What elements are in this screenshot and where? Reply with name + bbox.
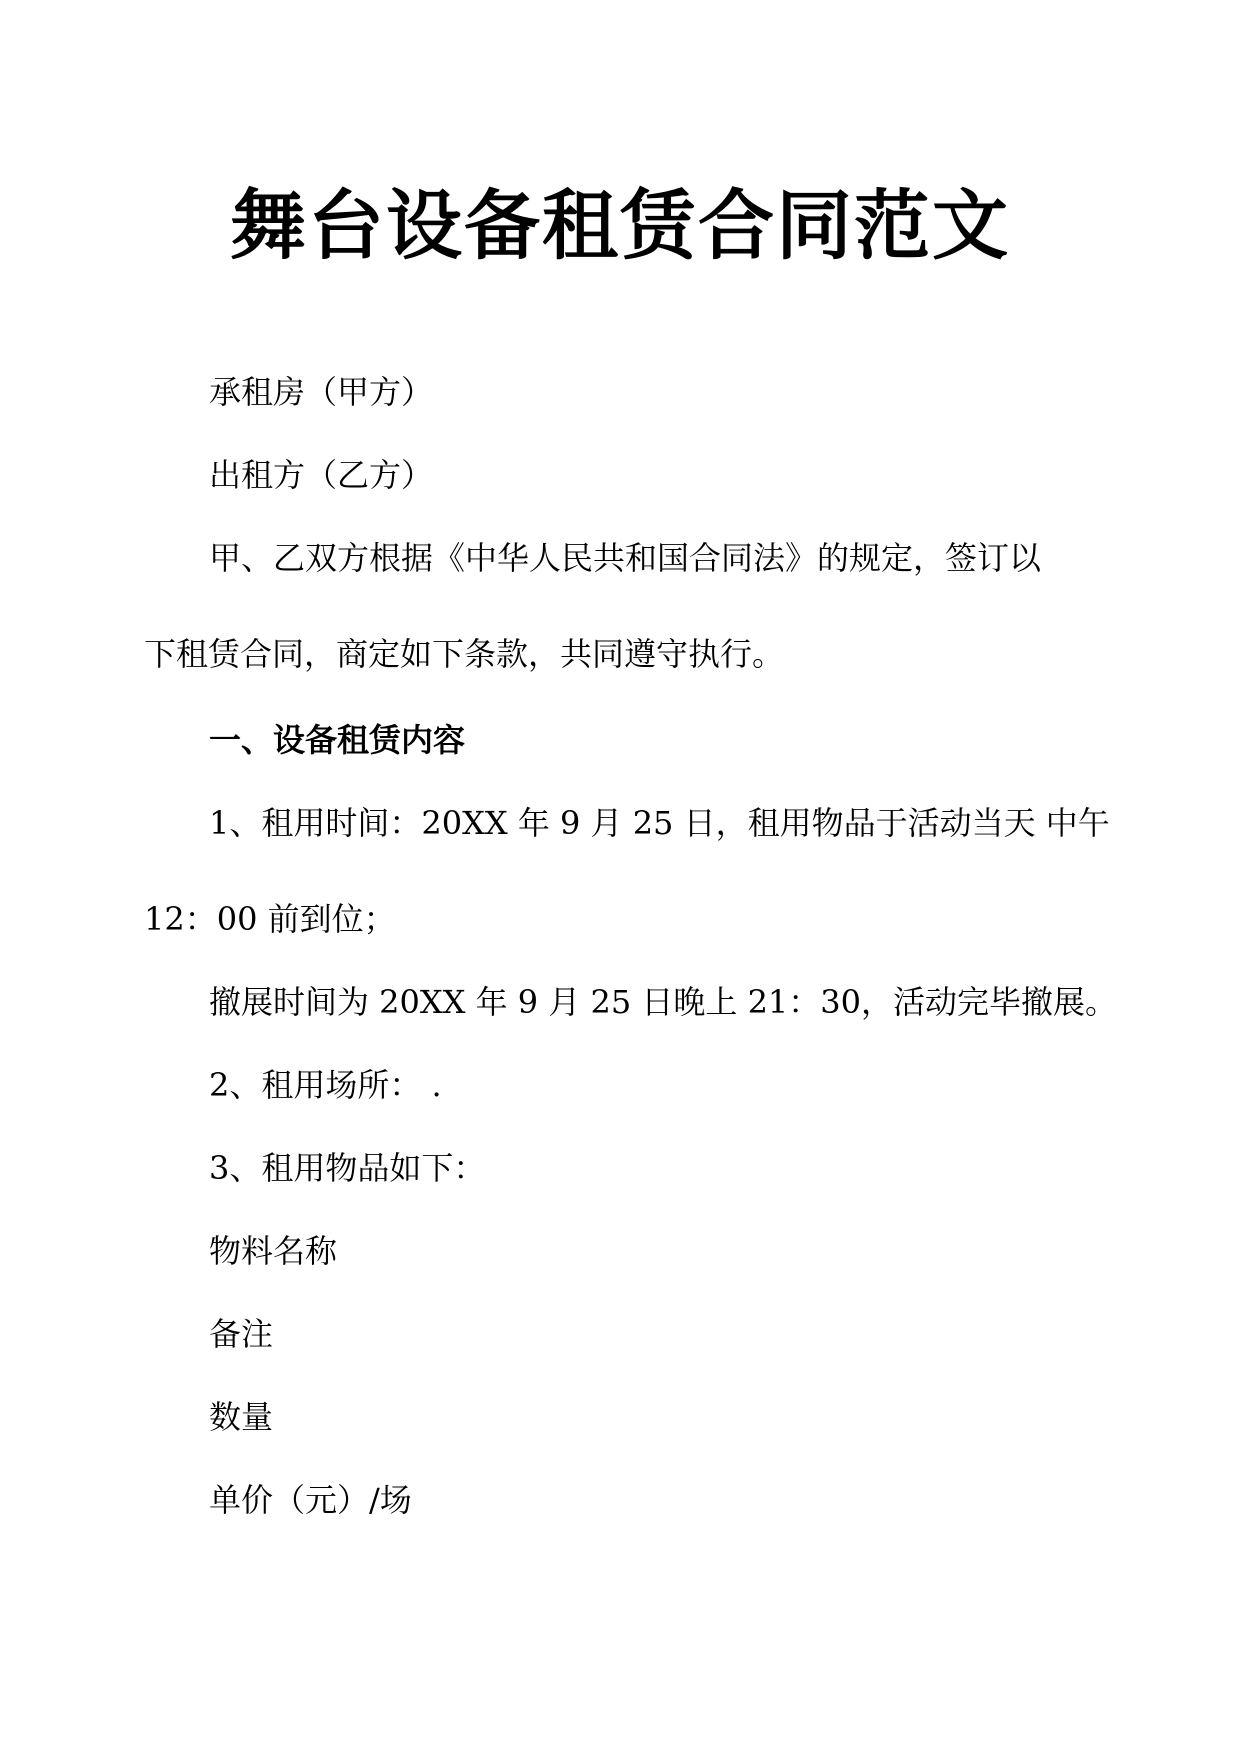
rental-time-line-2: 12：00 前到位；	[144, 900, 396, 938]
preamble-line-1: 甲、乙双方根据《中华人民共和国合同法》的规定，签订以	[209, 539, 1042, 577]
rental-items-line: 3、租用物品如下：	[209, 1149, 486, 1187]
party-b-line: 出租方（乙方）	[209, 456, 434, 494]
document-title: 舞台设备租赁合同范文	[230, 181, 1010, 270]
unit-price-label: 单价（元）/场	[209, 1481, 412, 1519]
item-name-label: 物料名称	[209, 1232, 338, 1270]
remarks-label: 备注	[209, 1315, 274, 1353]
rental-time-line-1: 1、租用时间：20XX 年 9 月 25 日，租用物品于活动当天 中午	[209, 804, 1110, 842]
party-a-line: 承租房（甲方）	[209, 373, 434, 411]
removal-time-line: 撤展时间为 20XX 年 9 月 25 日晚上 21：30，活动完毕撤展。	[209, 983, 1118, 1021]
rental-venue-line: 2、租用场所： .	[209, 1066, 442, 1104]
section-heading: 一、设备租赁内容	[209, 721, 466, 759]
preamble-line-2: 下租赁合同，商定如下条款，共同遵守执行。	[144, 635, 785, 673]
quantity-label: 数量	[209, 1398, 274, 1436]
